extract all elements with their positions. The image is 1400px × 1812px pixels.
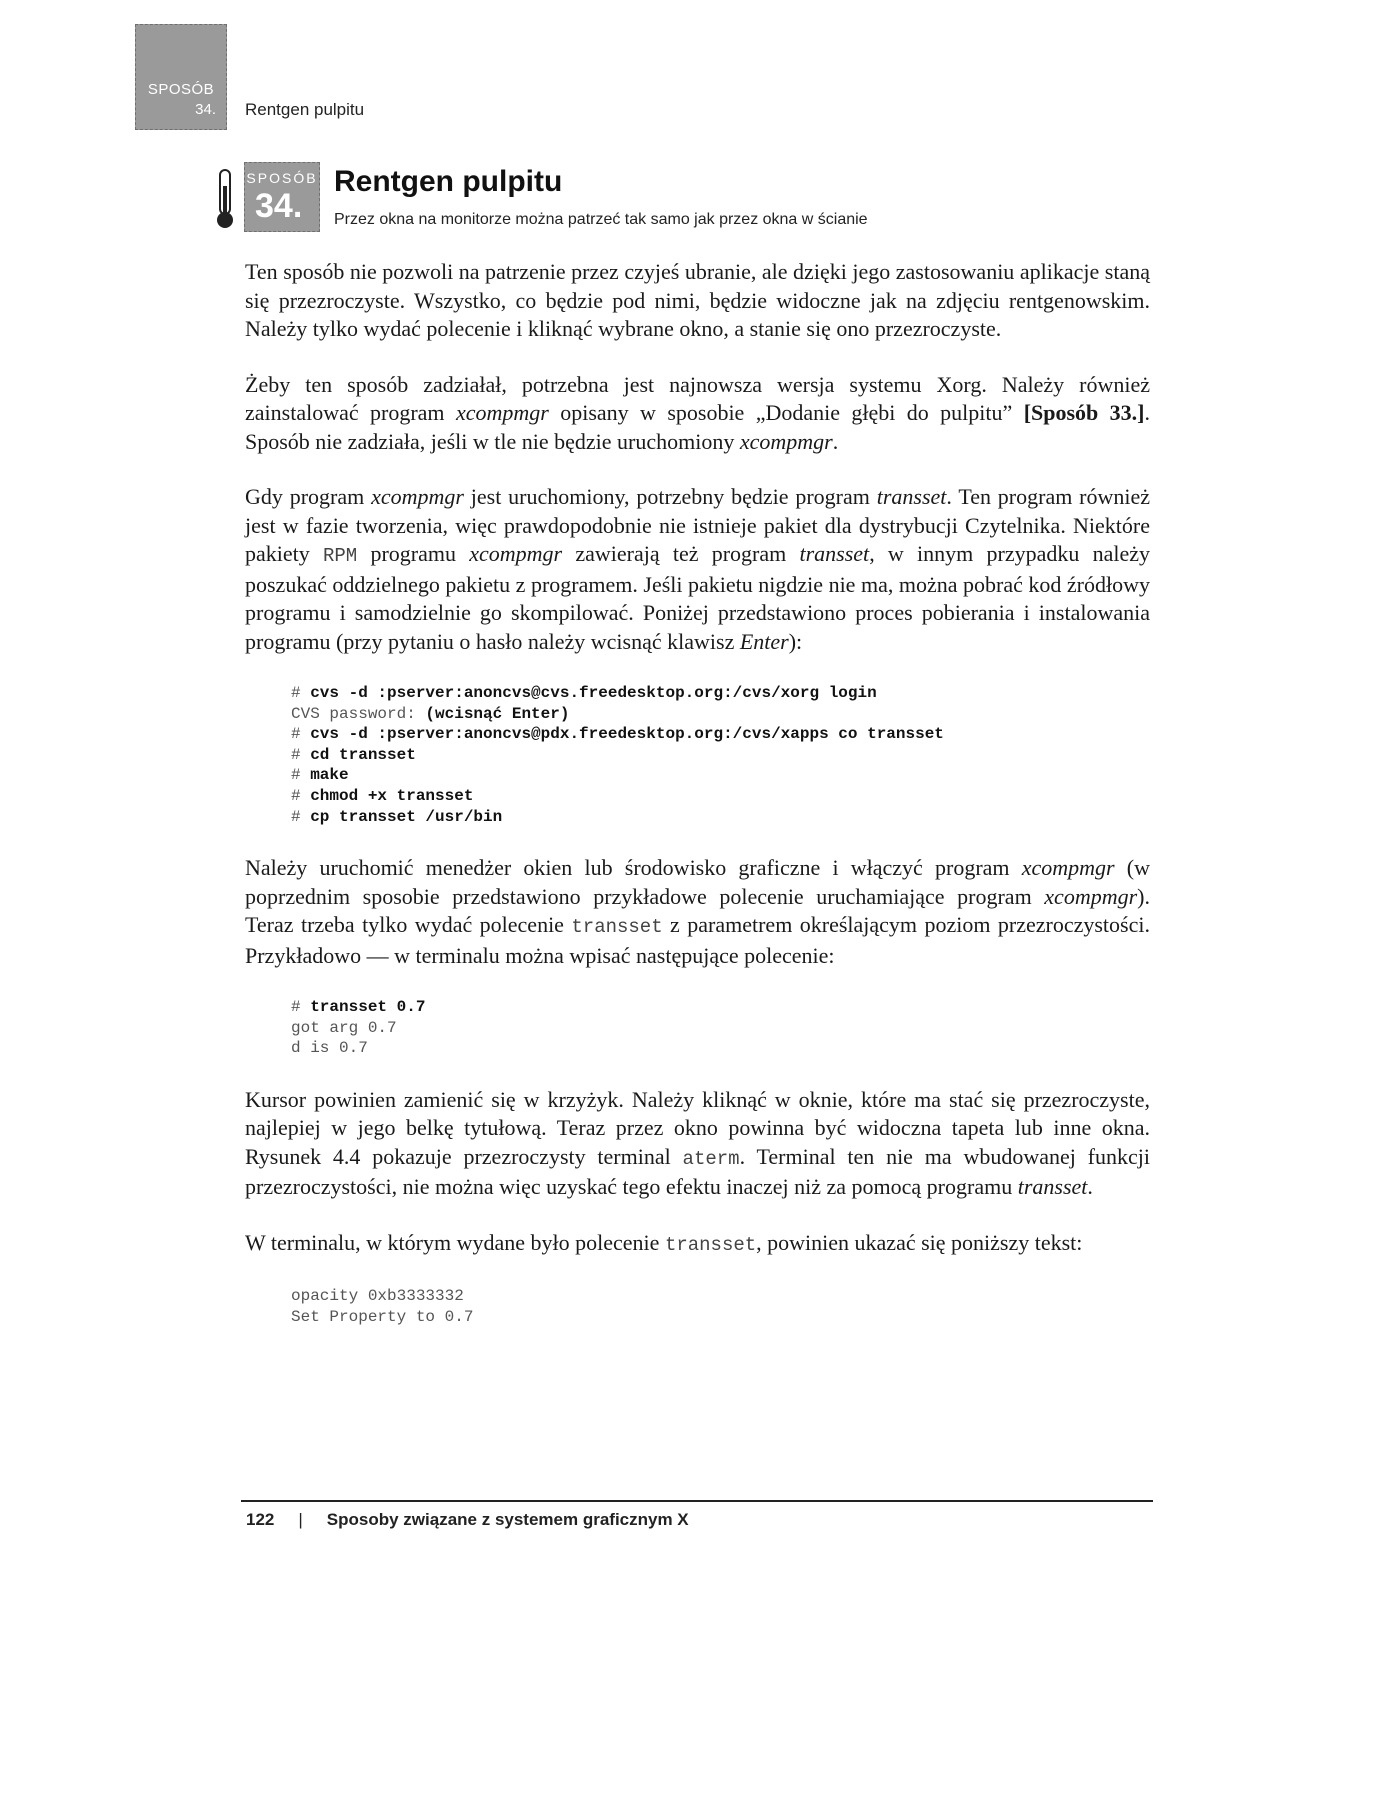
paragraph-3: Gdy program xcompmgr jest uruchomiony, potrzebny będzie program transset. Ten program również jest w fazie tworzenia, więc prawdopodobnie nie istnieje pakiet dla dystrybucji Czytelnika. Niektóre pakiety RPM programu xcompmgr zawierają też program transset, w innym przypadku należy poszukać oddzielnego pakietu z programem. Jeśli pakietu nigdzie nie ma, można pobrać kod źródłowy programu i samodzielnie go skompilować. Poniżej przedstawiono proces pobierania i instalowania programu (przy pytaniu o hasło należy wcisnąć klawisz Enter): — [245, 484, 1151, 654]
hack-badge-word: SPOSÓB — [246, 170, 318, 186]
key-name: Enter — [739, 628, 789, 654]
page-number: 122 — [246, 1510, 275, 1529]
code-block-install: # cvs -d :pserver:anoncvs@cvs.freedesktop.org:/cvs/xorg login CVS password: (wcisnąć Enter) # cvs -d :pserver:anoncvs@pdx.freedesktop.org:/cvs/xapps co transset # cd transset # make # chmod +x transset # cp transset /usr/bin — [291, 684, 944, 826]
paragraph-4: Należy uruchomić menedżer okien lub środowisko graficzne i włączyć program xcompmgr (w poprzednim sposobie przedstawiono przykładowe polecenie uruchamiające program xcompmgr). Teraz trzeba tylko wydać polecenie transset z parametrem określającym poziom przezroczystości. Przykładowo — w terminalu można wpisać następujące polecenie: — [245, 855, 1150, 968]
footer-separator: | — [298, 1510, 303, 1529]
code-block-transset: # transset 0.7 got arg 0.7 d is 0.7 — [291, 998, 426, 1058]
program-name: xcompmgr — [371, 484, 464, 509]
code-block-output: opacity 0xb3333332 Set Property to 0.7 — [291, 1287, 474, 1327]
inline-code: transset — [664, 1233, 757, 1256]
page-footer — [246, 1510, 689, 1530]
inline-code: aterm — [682, 1147, 740, 1170]
program-name: xcompmgr — [455, 400, 549, 425]
program-name: transset — [799, 541, 870, 566]
paragraph-2: Żeby ten sposób zadziałał, potrzebna jest najnowsza wersja systemu Xorg. Należy również zainstalować program xcompmgr opisany w sposobie „Dodanie głębi do pulpitu” [Sposób 33.]. Sposób nie zadziała, jeśli w tle nie będzie uruchomiony xcompmgr. — [245, 371, 1151, 454]
running-header-tab — [135, 24, 227, 130]
hack-badge-number: 34. — [255, 187, 303, 225]
body-text — [245, 258, 1150, 1355]
paragraph-6: W terminalu, w którym wydane było polecenie transset, powinien ukazać się poniższy tekst: — [245, 1229, 1083, 1256]
footer-rule — [241, 1500, 1153, 1502]
inline-code: transset — [571, 916, 663, 939]
hack-title: Rentgen pulpitu — [334, 165, 563, 198]
program-name: xcompmgr — [469, 541, 563, 566]
running-header-tab-word: SPOSÓB — [147, 81, 215, 98]
inline-code: RPM — [323, 545, 358, 567]
hack-badge — [244, 162, 320, 232]
program-name: transset — [876, 484, 947, 509]
paragraph-1: Ten sposób nie pozwoli na patrzenie przez czyjeś ubranie, ale dzięki jego zastosowaniu aplikacje staną się przezroczyste. Wszystko, co będzie pod nimi, będzie widoczne jak na zdjęciu rentgenowskim. Należy tylko wydać polecenie i kliknąć wybrane okno, a stanie się ono przezroczyste. — [245, 259, 1150, 341]
running-header-title: Rentgen pulpitu — [245, 100, 365, 119]
program-name: xcompmgr — [1044, 883, 1138, 909]
hack-subtitle: Przez okna na monitorze można patrzeć tak samo jak przez okna w ścianie — [334, 211, 868, 228]
hack-reference: [Sposób 33.] — [1023, 400, 1145, 425]
program-name: transset — [1017, 1174, 1088, 1200]
running-header-tab-number: 34. — [195, 101, 216, 118]
program-name: xcompmgr — [739, 428, 833, 454]
program-name: xcompmgr — [1021, 855, 1115, 881]
chapter-title: Sposoby związane z systemem graficznym X — [326, 1510, 689, 1529]
paragraph-5: Kursor powinien zamienić się w krzyżyk. Należy kliknąć w oknie, które ma stać się przezroczyste, najlepiej w jego belkę tytułową. Teraz przez okno powinna być widoczna tapeta lub inne okna. Rysunek 4.4 pokazuje przezroczysty terminal aterm. Terminal ten nie ma wbudowanej funkcji przezroczystości, nie można więc uzyskać tego efektu inaczej niż za pomocą programu transset. — [245, 1086, 1150, 1200]
thermometer-icon — [214, 168, 236, 230]
